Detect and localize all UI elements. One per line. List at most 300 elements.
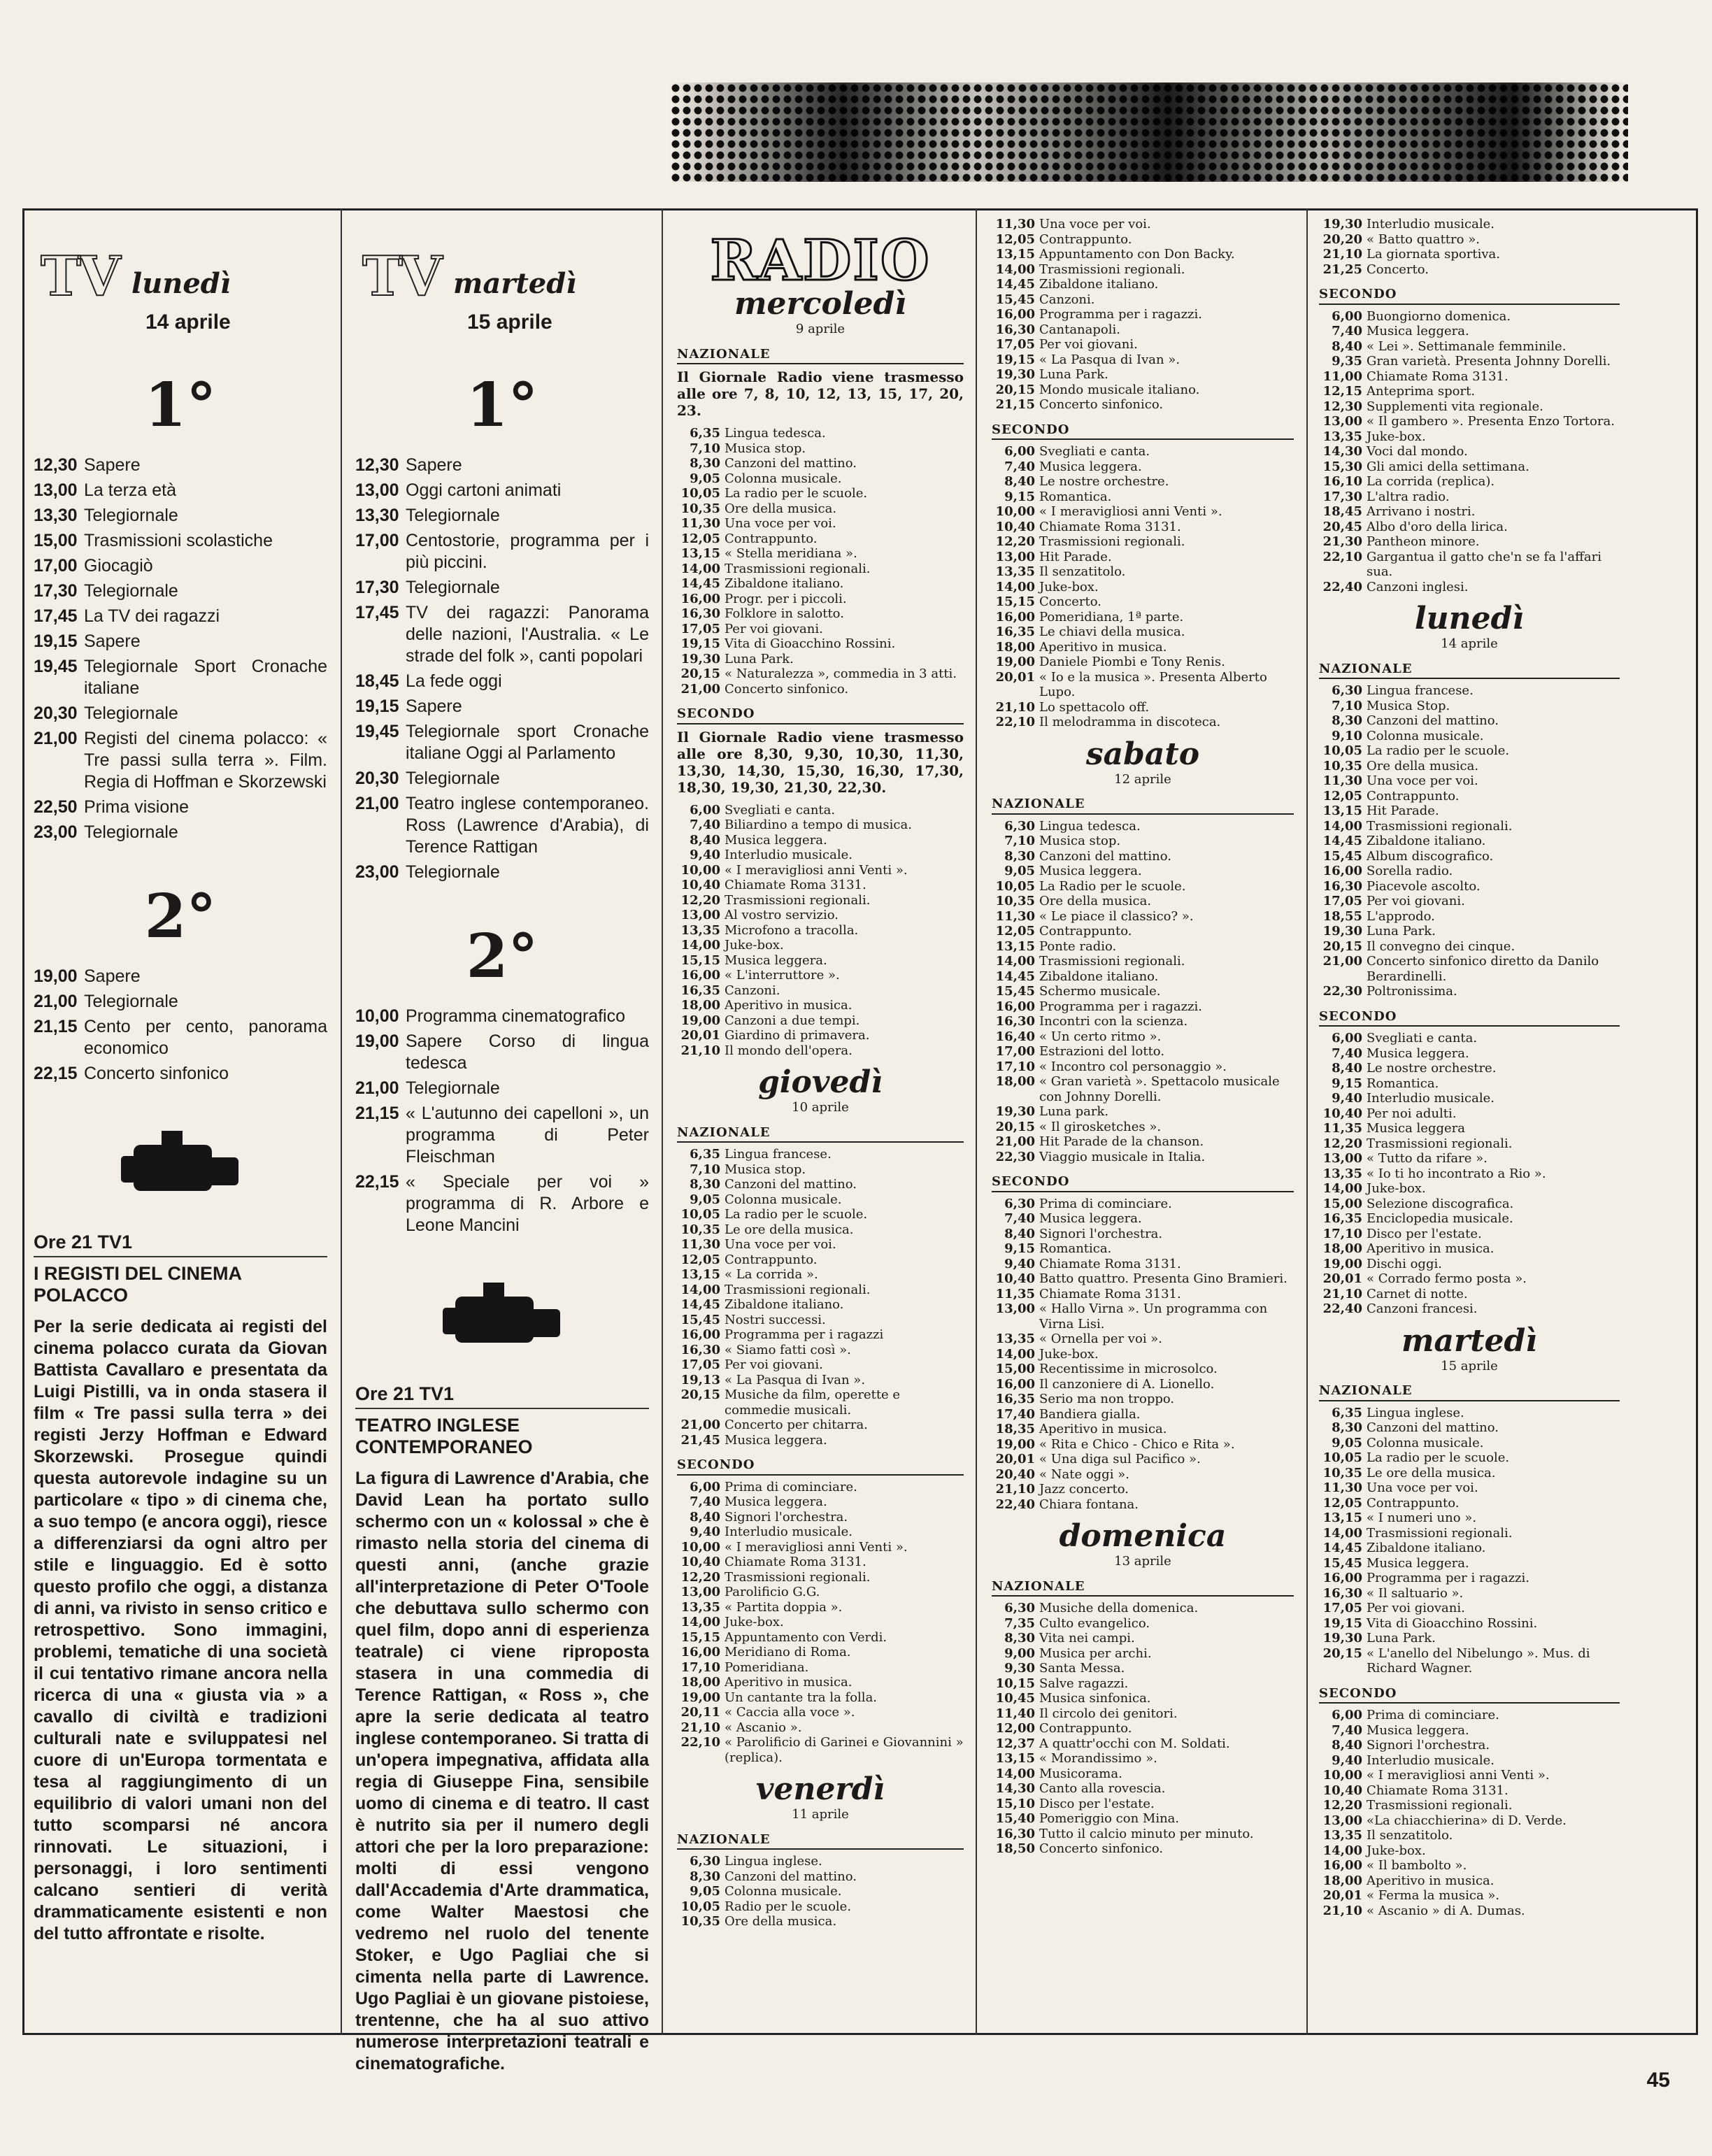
radio-program: Albo d'oro della lirica. [1367,519,1508,534]
radio-program: La giornata sportiva. [1367,247,1500,262]
radio-schedule-row [1319,683,1620,699]
radio-time: 10,35 [680,1914,720,1929]
schedule-program: La fede oggi [406,671,502,691]
radio-schedule-row [992,1271,1294,1287]
radio-program: Ore della musica. [725,501,837,516]
radio-time: 10,40 [995,519,1035,534]
radio-schedule-row [1319,1556,1620,1571]
radio-schedule-row [992,1497,1294,1513]
radio-schedule-row [992,1134,1294,1150]
radio-program: Dischi oggi. [1367,1256,1442,1271]
radio-program: Musica stop. [725,441,806,456]
radio-time: 19,30 [995,367,1035,382]
radio-program: Selezione discografica. [1367,1196,1514,1211]
radio-schedule-row [677,1283,964,1298]
schedule-time: 18,45 [355,671,399,691]
radio-program: Concerto sinfonico. [725,681,849,697]
radio-time: 21,10 [1322,1286,1362,1301]
network-number: 2° [466,921,538,992]
radio-program: Juke-box. [725,938,784,952]
radio-program: Signori l'orchestra. [725,1509,848,1525]
radio-time: 8,30 [1004,848,1035,864]
radio-time: 8,40 [1332,1738,1362,1752]
radio-program: Zibaldone italiano. [725,576,844,591]
schedule-time: 15,00 [34,531,78,550]
radio-schedule-row [992,352,1294,368]
schedule-program: Sapere [84,455,141,475]
radio-program: Al vostro servizio. [725,908,839,922]
network-number: 1° [144,370,217,441]
radio-program: A quattr'occhi con M. Soldati. [1039,1736,1230,1751]
radio-program: Trasmissioni regionali. [1367,818,1513,834]
radio-schedule-row [1319,1197,1620,1212]
radio-time: 13,00 [995,549,1035,564]
schedule-row [355,530,649,573]
radio-program: Contrappunto. [1367,1495,1460,1511]
radio-schedule-row [677,562,964,577]
radio-schedule-row [677,983,964,999]
radio-time: 16,35 [1322,1211,1362,1226]
radio-schedule-row [677,863,964,878]
radio-program: « Parolificio di Garinei e Giovannini » (replica). [725,1735,964,1765]
radio-program: Il convegno dei cinque. [1367,938,1515,954]
radio-network-name: NAZIONALE [677,1125,964,1143]
radio-day-title: mercoledì [734,286,907,322]
radio-program: Concerto. [1039,594,1102,609]
schedule-time: 17,30 [34,581,78,601]
schedule-time: 20,30 [355,769,399,788]
radio-time: 17,10 [1322,1226,1362,1241]
radio-program: Musica leggera. [1039,1211,1142,1226]
schedule-row [34,1016,327,1059]
radio-time: 10,40 [995,1271,1035,1286]
schedule-program: Telegiornale [406,506,500,525]
schedule-program: Telegiornale [84,704,178,723]
radio-time: 16,00 [1322,1858,1362,1873]
radio-program: Radio per le scuole. [725,1899,852,1914]
radio-schedule-row [677,1433,964,1448]
radio-time: 22,40 [1322,1301,1362,1316]
radio-program: Ponte radio. [1039,938,1117,954]
radio-program: Luna Park. [1367,1631,1436,1645]
radio-schedule-row [1319,894,1620,909]
radio-time: 16,30 [1322,1585,1362,1601]
radio-schedule-row [677,1162,964,1178]
radio-program: Cantanapoli. [1039,322,1120,337]
radio-program: Lingua inglese. [1367,1405,1464,1420]
radio-time: 19,30 [1322,924,1362,938]
radio-schedule-row [992,954,1294,969]
radio-time: 18,00 [995,1074,1035,1089]
radio-program: Incontri con la scienza. [1039,1014,1188,1029]
schedule-program: « Speciale per voi » programma di R. Arbore e Leone Mancini [406,1172,649,1235]
radio-program: Juke-box. [1367,429,1426,444]
radio-time: 13,00 [995,1301,1035,1316]
radio-time: 15,00 [1322,1196,1362,1211]
radio-time: 15,45 [1322,848,1362,864]
radio-program: Contrappunto. [725,1252,818,1267]
radio-time: 7,40 [1332,324,1362,338]
radio-schedule-row [992,1377,1294,1392]
schedule-row [355,1171,649,1236]
radio-time: 9,05 [1332,1435,1362,1450]
radio-program: La Radio per le scuole. [1039,878,1186,894]
column-divider [662,208,663,2035]
radio-schedule-row [1319,819,1620,834]
schedule-row [355,768,649,790]
radio-schedule-row [1319,1646,1620,1676]
radio-time: 18,00 [995,639,1035,655]
radio-schedule-row [992,1332,1294,1347]
radio-schedule-row [992,1841,1294,1857]
radio-time: 7,10 [690,441,720,456]
schedule-time: 17,00 [34,556,78,576]
radio-schedule-row [1319,1136,1620,1152]
radio-schedule-row [992,670,1294,700]
radio-program: Canzoni. [725,983,780,998]
radio-time: 16,00 [995,609,1035,624]
radio-time: 10,45 [995,1691,1035,1706]
radio-time: 14,45 [1322,834,1362,848]
radio-program: Il senzatitolo. [1039,564,1126,579]
radio-program: « Batto quattro ». [1367,231,1480,247]
radio-schedule-row [992,1616,1294,1632]
radio-day-date: 12 aprile [1114,771,1171,787]
radio-time: 14,45 [995,969,1035,984]
radio-time: 21,45 [680,1432,720,1448]
schedule-row [34,505,327,527]
radio-time: 14,45 [680,1297,720,1312]
radio-program: Sorella radio. [1367,864,1453,878]
radio-schedule-row [677,998,964,1013]
radio-schedule-row [992,1631,1294,1646]
radio-time: 17,30 [1322,489,1362,504]
radio-time: 20,11 [680,1705,720,1720]
radio-day-date: 15 aprile [1441,1358,1498,1373]
schedule-row [34,797,327,818]
radio-time: 14,00 [680,938,720,952]
radio-program: « I numeri uno ». [1367,1511,1477,1525]
radio-time: 20,01 [1322,1888,1362,1903]
radio-time: 13,35 [1322,1166,1362,1181]
radio-time: 12,20 [1322,1798,1362,1813]
schedule-row [34,455,327,476]
radio-program: «La chiacchierina» di D. Verde. [1367,1813,1567,1828]
radio-program: « La corrida ». [725,1267,818,1282]
radio-time: 19,00 [680,1013,720,1028]
radio-schedule-row [677,1267,964,1283]
network-number: 2° [144,881,217,952]
schedule-program: Oggi cartoni animati [406,480,562,500]
radio-schedule-row [992,490,1294,505]
radio-time: 14,00 [995,1346,1035,1362]
radio-program: Un cantante tra la folla. [725,1690,878,1705]
radio-time: 14,00 [680,1282,720,1297]
schedule-program: Teatro inglese contemporaneo. Ross (Lawrence d'Arabia), di Terence Rattigan [406,794,649,857]
radio-schedule-row [1319,1151,1620,1166]
radio-program: Canzoni francesi. [1367,1301,1478,1316]
column-divider [341,208,342,2035]
article-body: La figura di Lawrence d'Arabia, che David Lean ha portato sullo schermo con un « kolossal » che è rimasto nella storia del cinema di questi anni, (anche grazie all'interpretazione di Peter O'Toole che debuttava sullo schermo con quel film, dopo anni di esperienza teatrale) ci viene riproposta stasera in una commedia di Terence Rattigan, « Ross », che apre la serie dedicata al teatro inglese contemporaneo. Si tratta di un'opera impegnativa, affidata alla regia di Giuseppe Fina, sensibile uomo di cinema e di teatro. Il cast è nutrito sia per il numero degli attori che per la loro preparazione: molti di essi vengono dall'Accademia d'Arte drammatica, come Walter Maestosi che vedremo nel ruolo del tenente Stoker, e Ugo Pagliai che si cimenta nella parte di Lawrence. Ugo Pagliai è un giovane pistoiese, trentenne, che ha al suo attivo numerose interpretazioni teatrali e cinematografiche. [355,1469,649,2073]
radio-schedule-row [677,592,964,607]
radio-schedule-row [677,1914,964,1929]
radio-schedule-row [992,444,1294,459]
radio-program: Svegliati e canta. [1367,1031,1478,1045]
radio-time: 6,35 [690,426,720,441]
schedule-time: 17,00 [355,531,399,550]
radio-program: L'approdo. [1367,908,1435,924]
radio-schedule-row [677,682,964,697]
radio-time: 19,30 [995,1104,1035,1119]
radio-time: 10,05 [1322,743,1362,758]
radio-schedule-row [677,1630,964,1645]
radio-time: 7,10 [1004,834,1035,848]
radio-time: 7,40 [1004,1211,1035,1226]
radio-time: 21,10 [995,1482,1035,1497]
radio-time: 19,30 [1322,1631,1362,1645]
radio-time: 9,00 [1004,1645,1035,1661]
radio-time: 10,05 [680,1207,720,1222]
camera-icon-part [162,1131,183,1148]
radio-schedule-row [1319,1843,1620,1859]
radio-schedule-row [677,1525,964,1540]
radio-program: Romantica. [1039,1241,1112,1256]
schedule-time: 13,30 [355,506,399,525]
radio-schedule-row [992,1211,1294,1227]
radio-time: 15,40 [995,1811,1035,1826]
radio-schedule-row [677,1387,964,1418]
radio-time: 9,05 [690,471,720,486]
radio-schedule-row [677,1297,964,1313]
radio-schedule-row [677,1418,964,1433]
radio-program: Il canzoniere di A. Lionello. [1039,1376,1215,1392]
radio-time: 21,00 [995,1134,1035,1149]
radio-program: Canzoni del mattino. [1039,848,1171,864]
radio-schedule-row [992,624,1294,640]
radio-program: Le chiavi della musica. [1039,624,1185,639]
radio-time: 13,35 [680,1599,720,1615]
radio-program: Musica leggera. [1367,1045,1469,1061]
radio-time: 11,30 [995,217,1035,231]
radio-schedule-row [677,938,964,953]
radio-schedule-row [1319,1287,1620,1302]
radio-time: 20,15 [680,1387,720,1402]
radio-schedule-row [992,1811,1294,1827]
schedule-program: Sapere [84,966,141,986]
radio-time: 6,00 [1332,1708,1362,1722]
schedule-time: 21,15 [355,1104,399,1123]
radio-schedule-row [992,247,1294,262]
radio-schedule-row [1319,1031,1620,1046]
radio-program: « Nate oggi ». [1039,1466,1129,1482]
radio-program: « Partita doppia ». [725,1599,843,1615]
radio-program: Programma per i ragazzi [725,1327,884,1342]
radio-time: 17,05 [680,621,720,636]
radio-schedule-row [677,1675,964,1690]
radio-program: Romantica. [1367,1076,1439,1091]
radio-time: 6,30 [1004,1601,1035,1615]
radio-program: L'altra radio. [1367,489,1450,504]
radio-schedule-row [992,924,1294,939]
radio-time: 13,15 [680,546,720,561]
radio-program: Zibaldone italiano. [1367,834,1486,848]
radio-time: 22,10 [1322,549,1362,564]
radio-schedule-row [1319,1616,1620,1632]
radio-program: Luna Park. [1367,924,1436,938]
radio-time: 14,00 [995,262,1035,277]
radio-schedule-row [677,848,964,863]
radio-program: « Caccia alla voce ». [725,1705,855,1720]
radio-time: 17,05 [680,1357,720,1372]
radio-schedule-row [992,397,1294,413]
radio-program: « I meravigliosi anni Venti ». [1367,1768,1550,1783]
radio-program: Interludio musicale. [725,1525,853,1539]
radio-time: 13,15 [995,247,1035,262]
radio-program: Zibaldone italiano. [1039,969,1159,984]
radio-schedule-row [992,1407,1294,1422]
radio-program: « Siamo fatti così ». [725,1342,851,1357]
radio-day-title: lunedì [1414,601,1525,636]
radio-time: 17,00 [995,1044,1035,1059]
radio-time: 20,01 [995,669,1035,685]
radio-program: Concerto sinfonico diretto da Danilo Berardinelli. [1367,954,1599,984]
radio-time: 9,40 [690,848,720,862]
radio-program: Canzoni del mattino. [725,1869,857,1884]
schedule-time: 23,00 [355,862,399,882]
radio-time: 8,40 [690,832,720,848]
schedule-row [34,728,327,793]
radio-program: Chiamate Roma 3131. [1039,1286,1181,1301]
radio-schedule-row [677,908,964,923]
radio-time: 10,15 [995,1676,1035,1691]
radio-program: Musica leggera. [725,1494,827,1509]
radio-program: Contrappunto. [1039,231,1132,247]
schedule-program: Telegiornale sport Cronache italiane Oggi al Parlamento [406,722,649,763]
radio-schedule-row [677,1720,964,1736]
radio-time: 7,35 [1004,1615,1035,1631]
schedule-program: Telegiornale [84,581,178,601]
radio-network-name: SECONDO [677,706,964,724]
radio-schedule-row [1319,1526,1620,1541]
schedule-time: 22,15 [355,1172,399,1192]
radio-news-note: Il Giornale Radio viene trasmesso alle ore 7, 8, 10, 12, 13, 15, 17, 20, 23. [677,369,964,419]
radio-program: Colonna musicale. [725,1192,842,1207]
schedule-time: 12,30 [34,455,78,475]
schedule-time: 17,45 [355,603,399,622]
radio-time: 8,40 [1004,1226,1035,1241]
radio-program: Chiamate Roma 3131. [1039,1256,1181,1271]
schedule-time: 21,00 [355,1078,399,1098]
radio-schedule-row [992,715,1294,730]
radio-time: 9,15 [1004,1241,1035,1256]
radio-program: « Hallo Virna ». Un programma con Virna Lisi. [1039,1301,1268,1332]
radio-time: 19,00 [995,655,1035,669]
radio-schedule-row [1319,550,1620,580]
radio-time: 21,10 [680,1720,720,1735]
radio-schedule-row [1319,1753,1620,1769]
radio-program: Musica leggera. [1367,1555,1469,1571]
radio-program: Concerto sinfonico. [1039,1841,1164,1856]
radio-time: 6,00 [690,802,720,818]
radio-program: Musica stop. [1039,834,1121,848]
radio-program: « Ascanio » di A. Dumas. [1367,1903,1525,1918]
radio-schedule-row [1319,1061,1620,1076]
radio-program: Meridiano di Roma. [725,1645,851,1659]
schedule-row [34,631,327,652]
radio-time: 15,45 [995,984,1035,999]
radio-schedule-row [992,864,1294,879]
radio-schedule-row [1319,1783,1620,1799]
radio-time: 18,00 [680,998,720,1013]
radio-program: Prima di cominciare. [1039,1196,1172,1211]
radio-schedule-row [1319,939,1620,955]
schedule-time: 22,50 [34,797,78,817]
radio-schedule-row [992,307,1294,322]
radio-schedule-row [992,292,1294,308]
radio-schedule-row [992,1257,1294,1272]
radio-schedule-row [992,520,1294,535]
radio-schedule-row [992,1422,1294,1437]
radio-time: 9,40 [690,1525,720,1539]
radio-time: 9,35 [1332,354,1362,369]
radio-time: 16,00 [1322,1571,1362,1585]
radio-schedule-row [677,636,964,652]
radio-time: 9,40 [1332,1091,1362,1106]
schedule-time: 19,45 [34,657,78,676]
radio-time: 15,15 [680,952,720,968]
radio-program: Buongiorno domenica. [1367,308,1511,324]
radio-schedule-row [1319,1828,1620,1843]
radio-schedule-row [677,1570,964,1585]
radio-program: Salve ragazzi. [1039,1676,1129,1691]
radio-program: Musica leggera. [1039,459,1142,474]
radio-schedule-row [992,1482,1294,1497]
radio-schedule-row [677,1177,964,1192]
radio-schedule-row [677,471,964,487]
radio-time: 16,30 [995,322,1035,337]
schedule-row [355,577,649,599]
radio-time: 9,05 [690,1192,720,1207]
radio-time: 10,00 [1322,1768,1362,1783]
tv-logo: TV [362,245,440,308]
schedule-row [34,530,327,552]
radio-schedule-row [1319,1106,1620,1122]
radio-schedule-row [992,819,1294,834]
radio-time: 17,40 [995,1406,1035,1422]
radio-program: Microfono a tracolla. [725,922,859,938]
radio-program: Canzoni. [1039,292,1095,307]
radio-program: Hit Parade de la chanson. [1039,1134,1204,1149]
radio-program: Pomeridiana. [725,1659,809,1675]
radio-schedule-row [1319,1046,1620,1062]
radio-time: 16,10 [1322,474,1362,489]
schedule-row [355,505,649,527]
radio-program: Aperitivo in musica. [1367,1241,1495,1256]
radio-time: 14,00 [1322,1181,1362,1196]
radio-schedule-row [677,803,964,818]
radio-time: 15,10 [995,1796,1035,1811]
schedule-program: Sapere Corso di lingua tedesca [406,1031,649,1073]
radio-schedule-row [1319,1873,1620,1889]
radio-program: « Un certo ritmo ». [1039,1029,1162,1044]
radio-time: 10,35 [1322,758,1362,773]
radio-schedule-row [677,1510,964,1525]
article-title: TEATRO INGLESE CONTEMPORANEO [355,1415,533,1457]
radio-program: Interludio musicale. [725,848,853,862]
radio-schedule-row [677,531,964,547]
tv-logo: TV [41,245,118,308]
radio-program: Per voi giovani. [1367,1601,1465,1615]
